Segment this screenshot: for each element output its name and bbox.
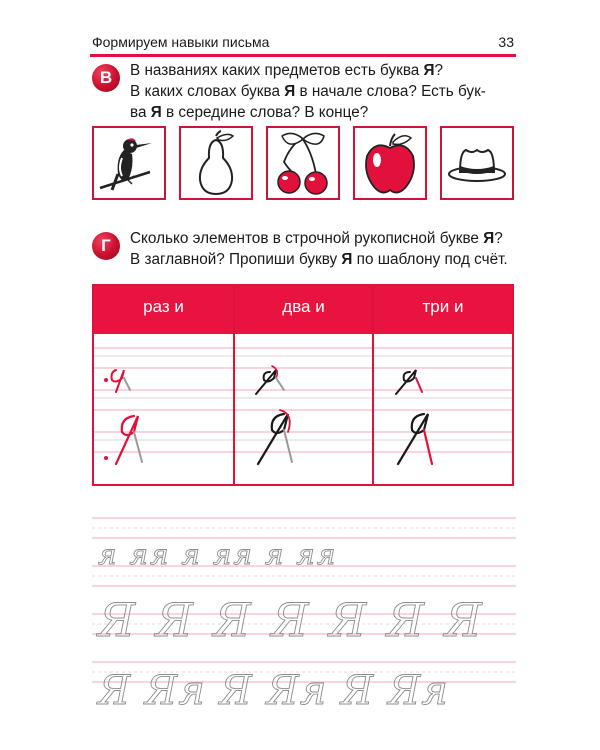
letter-ya: Я	[483, 230, 495, 247]
column-divider	[233, 286, 235, 484]
pictures-row	[92, 126, 516, 204]
hat-icon	[442, 128, 512, 198]
practice-area	[92, 510, 516, 710]
header-divider	[90, 54, 516, 57]
woodpecker-icon	[94, 128, 164, 198]
letter-ya: Я	[423, 62, 435, 79]
picture-pear	[179, 126, 253, 200]
letter-ya: Я	[284, 83, 296, 100]
practice-row-2: Я Я Я Я Я Я Я	[98, 593, 485, 647]
apple-icon	[355, 128, 425, 198]
cherries-icon	[268, 128, 338, 198]
picture-apple	[353, 126, 427, 200]
task-badge-v: В	[92, 64, 120, 92]
picture-cherries	[266, 126, 340, 200]
practice-row-1: я яя я яя я яя	[98, 538, 338, 571]
task-g-text: Сколько элементов в строчной рукописной букве Я? В заглавной? Пропиши букву Я по шаблону под счёт.	[130, 230, 508, 268]
page-header	[92, 34, 514, 54]
page-number: 33	[498, 34, 514, 50]
column-header: два и	[282, 297, 325, 316]
picture-hat	[440, 126, 514, 200]
column-header: раз и	[143, 297, 184, 316]
pear-icon	[181, 128, 251, 198]
practice-ruling	[92, 510, 516, 710]
task-badge-g: Г	[92, 232, 120, 260]
letter-ya: Я	[341, 251, 353, 268]
practice-row-3: Я Яя Я Яя Я Яя	[98, 668, 449, 710]
picture-woodpecker	[92, 126, 166, 200]
page-title: Формируем навыки письма	[92, 34, 270, 50]
column-header: три и	[422, 297, 464, 316]
letter-table	[92, 284, 514, 486]
table-ruling	[94, 286, 512, 484]
column-divider	[372, 286, 374, 484]
letter-ya: Я	[150, 104, 162, 121]
task-v-text: В названиях каких предметов есть буква Я? В каких словах буква Я в начале слова? Есть бук- ва Я в середине слова? В конце?	[130, 62, 486, 121]
